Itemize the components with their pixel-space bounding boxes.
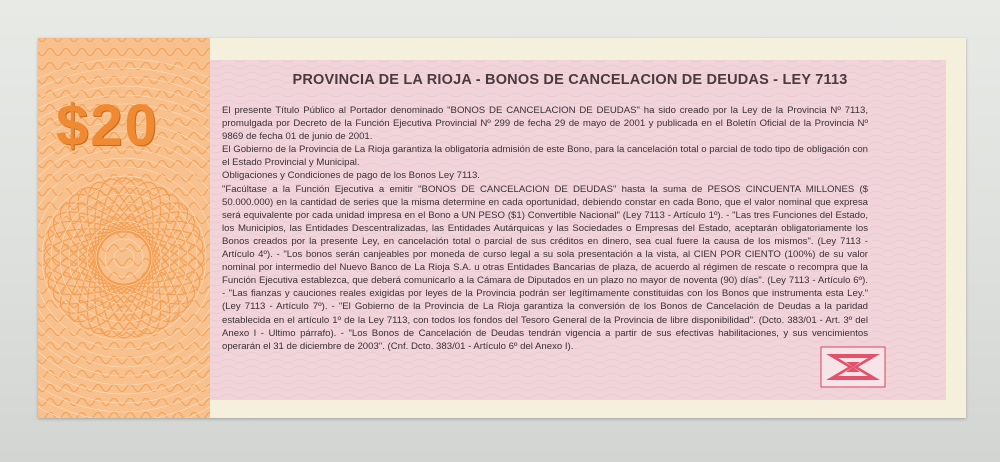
denomination-value: $20 bbox=[56, 93, 159, 158]
pink-text-panel bbox=[210, 60, 946, 400]
paragraph-articles: "Facúltase a la Función Ejecutiva a emitir "BONOS DE CANCELACION DE DEUDAS" hasta la suma de PESOS CINCUENTA MILLONES ($ 50.000.000) en la cantidad de series que la misma determine en cada oportunidad, debiendo constar en cada Bono, que el valor nominal que expresa será equivalente por cada unidad impresa en el Bono a UN PESO ($1) Convertible Nacional" (Ley 7113 - Artículo 1º). - "Las tres Funciones del Estado, los Municipios, las Entidades Descentralizadas, las Entidades Autárquicas y las Sociedades o Empresas del Estado, aceptarán obligatoriamente los Bonos creados por la presente Ley, en cancelación total o parcial de sus créditos en dinero, sea cual fuere la causa de los mismos". (Ley 7113 - Artículo 4º). - "Los bonos serán canjeables por moneda de curso legal a su sola presentación a la vista, al CIEN POR CIENTO (100%) de su valor nominal por intermedio del Nuevo Banco de La Rioja S.A. u otras Entidades Bancarias de plaza, de acuerdo al régimen de rescate o recompra que la Función Ejecutiva establezca, que deberá comunicarlo a la Cámara de Diputados en un plazo no mayor de noventa (90) días". (Ley 7113 - Artículo 6º). - "Las fianzas y cauciones reales exigidas por leyes de la Provincia podrán ser legítimamente constituidas con los Bonos que instrumenta esta Ley." (Ley 7113 - Artículo 7º). - "El Gobierno de la Provincia de La Rioja garantiza la conversión de los Bonos de Cancelación de Deudas a la paridad establecida en el artículo 1º de la Ley 7113, con todos los fondos del Tesoro General de la Provincia de libre disponibilidad". (Dcto. 383/01 - Art. 3º del Anexo I - Ultimo párrafo). - "Los Bonos de Cancelación de Deudas tendrán vigencia a partir de sus efectivas habilitaciones, y sus vencimientos operarán el 31 de diciembre de 2003". (Cnf. Dcto. 383/01 - Artículo 6º del Anexo I). bbox=[222, 183, 868, 352]
paragraph-conditions-heading: Obligaciones y Condiciones de pago de los Bonos Ley 7113. bbox=[222, 170, 480, 182]
bond-title: PROVINCIA DE LA RIOJA - BONOS DE CANCELACION DE DEUDAS - LEY 7113 bbox=[292, 72, 848, 88]
bond-legal-text bbox=[222, 104, 868, 353]
paragraph-guarantee: El Gobierno de la Provincia de La Rioja garantiza la obligatoria admisión de este Bono, para la cancelación total o parcial de todo tipo de obligación con el Estado Provincial y Municipal. bbox=[222, 144, 868, 169]
orange-guilloche-panel bbox=[38, 38, 210, 418]
banknote bbox=[38, 38, 966, 418]
hourglass-emblem-icon bbox=[820, 346, 886, 388]
paragraph-creation: El presente Título Público al Portador denominado "BONOS DE CANCELACION DE DEUDAS" ha sido creado por la Ley de la Provincia Nº 7113, promulgada por Decreto de la Función Ejecutiva Provincial Nº 299 de fecha 29 de mayo de 2001 y publicada en el Boletín Oficial de la Provincia Nº 9869 de fecha 01 de junio de 2001. bbox=[222, 105, 868, 143]
